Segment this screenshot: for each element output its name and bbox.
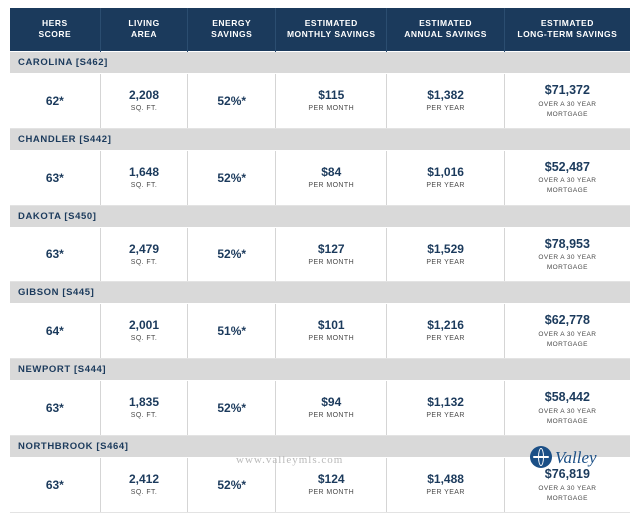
table-header	[10, 8, 630, 51]
living-area-unit: SQ. FT.	[130, 335, 158, 343]
logo-wordmark: Valley	[555, 447, 597, 467]
living-area-unit: SQ. FT.	[130, 104, 158, 112]
monthly-savings-value: $94	[321, 395, 342, 410]
cell-monthly-savings	[276, 381, 387, 436]
living-area-value: 2,001	[129, 318, 160, 333]
cell-annual-savings	[387, 73, 504, 128]
cell-monthly-savings	[276, 73, 387, 128]
cell-annual-savings	[387, 227, 504, 282]
living-area-unit: SQ. FT.	[130, 258, 158, 266]
plan-group-row	[10, 128, 630, 150]
column-header-energy-savings	[188, 8, 276, 51]
cell-living-area	[100, 458, 188, 513]
living-area-value: 2,479	[129, 241, 160, 256]
cell-longterm-savings	[504, 304, 630, 359]
column-header-longterm-savings	[504, 8, 630, 51]
column-header-living-area-line2: AREA	[130, 29, 158, 40]
cell-longterm-savings	[504, 381, 630, 436]
column-header-annual-savings-line1: ESTIMATED	[419, 18, 473, 28]
table-row	[10, 73, 630, 128]
cell-living-area	[100, 73, 188, 128]
energy-savings-value: 52%*	[217, 477, 247, 492]
cell-energy-savings	[188, 73, 276, 128]
cell-living-area	[100, 304, 188, 359]
cell-annual-savings	[387, 458, 504, 513]
globe-icon	[530, 446, 552, 468]
cell-monthly-savings	[276, 227, 387, 282]
longterm-savings-unit-line1: OVER A 30 YEAR	[538, 177, 597, 185]
hers-score-value: 62*	[45, 93, 64, 108]
monthly-savings-unit: PER MONTH	[308, 181, 355, 189]
longterm-savings-unit-line1: OVER A 30 YEAR	[538, 331, 597, 338]
living-area-unit: SQ. FT.	[130, 412, 158, 420]
longterm-savings-unit-line1: OVER A 30 YEAR	[538, 100, 597, 108]
column-header-energy-savings-line2: SAVINGS	[211, 29, 253, 40]
longterm-savings-unit-line2: MORTGAGE	[546, 187, 588, 195]
column-header-hers-score	[10, 8, 100, 51]
cell-monthly-savings	[276, 458, 387, 513]
annual-savings-value: $1,132	[427, 395, 464, 410]
plan-name-label: DAKOTA [S450]	[10, 205, 630, 227]
cell-energy-savings	[188, 150, 276, 205]
annual-savings-unit: PER YEAR	[426, 258, 465, 266]
annual-savings-value: $1,529	[427, 241, 464, 256]
energy-savings-value: 52%*	[217, 247, 247, 262]
cell-longterm-savings	[504, 227, 630, 282]
cell-living-area	[100, 150, 188, 205]
cell-annual-savings	[387, 150, 504, 205]
cell-energy-savings	[188, 227, 276, 282]
plan-group-row	[10, 205, 630, 227]
plan-name-label: CHANDLER [S442]	[10, 128, 630, 150]
annual-savings-unit: PER YEAR	[426, 181, 465, 189]
column-header-annual-savings	[387, 8, 504, 51]
annual-savings-unit: PER YEAR	[426, 489, 465, 496]
longterm-savings-value: $58,442	[544, 390, 590, 405]
cell-monthly-savings	[276, 304, 387, 359]
living-area-unit: SQ. FT.	[130, 489, 158, 496]
cell-annual-savings	[387, 381, 504, 436]
plan-name-label: GIBSON [S445]	[10, 282, 630, 304]
monthly-savings-value: $115	[318, 87, 345, 102]
valley-mls-logo	[530, 440, 626, 474]
monthly-savings-unit: PER MONTH	[308, 489, 355, 496]
longterm-savings-unit-line1: OVER A 30 YEAR	[538, 484, 597, 492]
cell-annual-savings	[387, 304, 504, 359]
cell-longterm-savings	[504, 150, 630, 205]
energy-savings-value: 52%*	[217, 93, 247, 108]
annual-savings-unit: PER YEAR	[426, 335, 465, 343]
column-header-monthly-savings-line2: MONTHLY SAVINGS	[286, 29, 376, 40]
monthly-savings-unit: PER MONTH	[308, 412, 355, 420]
cell-hers-score	[10, 150, 100, 205]
monthly-savings-unit: PER MONTH	[308, 335, 355, 343]
annual-savings-value: $1,382	[427, 87, 464, 102]
plan-group-row	[10, 359, 630, 381]
column-header-hers-score-line1: HERS	[42, 18, 68, 28]
hers-score-value: 63*	[45, 247, 64, 262]
hers-score-value: 63*	[45, 477, 64, 492]
monthly-savings-value: $127	[317, 241, 345, 256]
plan-group-row	[10, 282, 630, 304]
hers-score-value: 64*	[45, 324, 64, 339]
annual-savings-value: $1,488	[427, 472, 464, 486]
monthly-savings-unit: PER MONTH	[308, 258, 355, 266]
table-row	[10, 227, 630, 282]
longterm-savings-value: $78,953	[544, 236, 590, 251]
longterm-savings-unit-line2: MORTGAGE	[546, 417, 588, 425]
plan-name-label: NORTHBROOK [S464]	[10, 436, 630, 458]
energy-savings-value: 52%*	[217, 401, 247, 416]
living-area-value: 1,835	[129, 395, 160, 410]
longterm-savings-value: $62,778	[544, 313, 590, 328]
hers-score-value: 63*	[45, 170, 64, 185]
longterm-savings-unit-line2: MORTGAGE	[546, 110, 588, 118]
plan-name-label: CAROLINA [S462]	[10, 51, 630, 73]
watermark-text: www.valleymls.com	[236, 454, 344, 466]
column-header-longterm-savings-line2: LONG-TERM SAVINGS	[517, 29, 618, 40]
column-header-hers-score-line2: SCORE	[38, 29, 72, 40]
cell-hers-score	[10, 73, 100, 128]
longterm-savings-unit-line1: OVER A 30 YEAR	[538, 407, 597, 415]
cell-hers-score	[10, 227, 100, 282]
column-header-energy-savings-line1: ENERGY	[212, 18, 252, 28]
monthly-savings-unit: PER MONTH	[308, 104, 355, 112]
annual-savings-unit: PER YEAR	[426, 104, 465, 112]
longterm-savings-value: $71,372	[544, 82, 590, 97]
longterm-savings-unit-line1: OVER A 30 YEAR	[538, 254, 597, 262]
cell-energy-savings	[188, 458, 276, 513]
energy-savings-value: 51%*	[217, 324, 247, 339]
plan-name-label: NEWPORT [S444]	[10, 359, 630, 381]
annual-savings-unit: PER YEAR	[426, 412, 465, 420]
plan-group-row	[10, 51, 630, 73]
column-header-monthly-savings-line1: ESTIMATED	[304, 18, 358, 28]
longterm-savings-value: $52,487	[544, 159, 590, 174]
column-header-living-area-line1: LIVING	[128, 18, 160, 28]
hers-savings-table	[10, 8, 630, 513]
table-row	[10, 304, 630, 359]
column-header-longterm-savings-line1: ESTIMATED	[540, 18, 594, 28]
column-header-annual-savings-line2: ANNUAL SAVINGS	[404, 29, 487, 40]
annual-savings-value: $1,016	[427, 164, 464, 179]
column-header-monthly-savings	[276, 8, 387, 51]
longterm-savings-unit-line2: MORTGAGE	[546, 494, 588, 502]
living-area-value: 1,648	[129, 164, 160, 179]
living-area-value: 2,412	[129, 472, 160, 486]
cell-monthly-savings	[276, 150, 387, 205]
cell-living-area	[100, 227, 188, 282]
longterm-savings-unit-line2: MORTGAGE	[546, 264, 588, 272]
table-header-row	[10, 8, 630, 51]
table-row	[10, 381, 630, 436]
longterm-savings-unit-line2: MORTGAGE	[546, 341, 588, 349]
monthly-savings-value: $84	[321, 164, 342, 179]
annual-savings-value: $1,216	[427, 318, 464, 333]
cell-hers-score	[10, 381, 100, 436]
cell-hers-score	[10, 304, 100, 359]
monthly-savings-value: $124	[317, 472, 345, 486]
longterm-savings-value: $76,819	[544, 467, 590, 481]
energy-savings-value: 52%*	[217, 170, 247, 185]
cell-energy-savings	[188, 381, 276, 436]
living-area-unit: SQ. FT.	[130, 181, 158, 189]
cell-living-area	[100, 381, 188, 436]
living-area-value: 2,208	[129, 87, 160, 102]
hers-score-value: 63*	[45, 401, 64, 416]
monthly-savings-value: $101	[317, 318, 345, 333]
column-header-living-area	[100, 8, 188, 51]
cell-longterm-savings	[504, 73, 630, 128]
table-row	[10, 150, 630, 205]
cell-hers-score	[10, 458, 100, 513]
cell-energy-savings	[188, 304, 276, 359]
